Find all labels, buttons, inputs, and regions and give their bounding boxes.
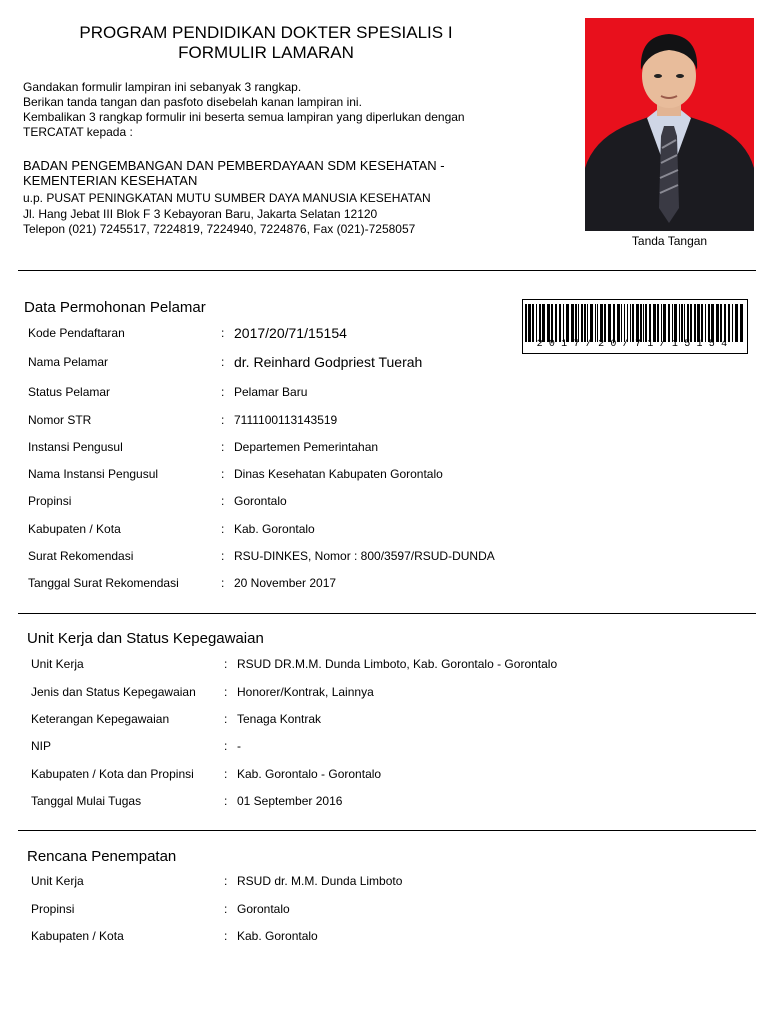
barcode-bar <box>716 304 719 342</box>
barcode-bar <box>663 304 666 342</box>
barcode-bar <box>672 304 673 342</box>
field-value: RSUD DR.M.M. Dunda Limboto, Kab. Gorontalo - Gorontalo <box>237 657 558 671</box>
barcode-bar <box>627 304 628 342</box>
barcode-bar <box>679 304 680 342</box>
instruction-line: Kembalikan 3 rangkap formulir ini beserta semua lampiran yang diperlukan dengan <box>23 110 465 124</box>
agency-line: KEMENTERIAN KESEHATAN <box>23 173 198 188</box>
barcode-bar <box>571 304 574 342</box>
instruction-line: Berikan tanda tangan dan pasfoto disebelah kanan lampiran ini. <box>23 95 362 109</box>
field-label: Status Pelamar <box>28 385 111 399</box>
field-label: Unit Kerja <box>31 657 84 671</box>
field-value: Gorontalo <box>234 494 287 508</box>
barcode-bar <box>581 304 583 342</box>
field-separator: : <box>224 739 228 753</box>
barcode-bars <box>525 304 745 342</box>
barcode-bar <box>617 304 620 342</box>
field-separator: : <box>224 902 228 916</box>
barcode-bar <box>578 304 579 342</box>
section-title-placement: Rencana Penempatan <box>27 848 177 865</box>
form-title-line2: FORMULIR LAMARAN <box>178 43 354 62</box>
field-value: Departemen Pemerintahan <box>234 440 379 454</box>
agency-name <box>23 158 513 188</box>
barcode-bar <box>587 304 588 342</box>
field-label: Tanggal Surat Rekomendasi <box>28 576 179 590</box>
barcode-bar <box>636 304 639 342</box>
barcode-bar <box>708 304 710 342</box>
field-separator: : <box>224 685 228 699</box>
field-value: 7111100113143519 <box>234 413 338 427</box>
barcode-bar <box>694 304 696 342</box>
barcode-bar <box>732 304 733 342</box>
field-label: Nama Instansi Pengusul <box>28 467 159 481</box>
field-value: 01 September 2016 <box>237 794 343 808</box>
field-value: Kab. Gorontalo <box>237 929 318 943</box>
field-separator: : <box>221 326 225 340</box>
field-separator: : <box>224 794 228 808</box>
field-label: Propinsi <box>31 902 75 916</box>
field-value: RSUD dr. M.M. Dunda Limboto <box>237 874 403 888</box>
barcode-bar <box>613 304 615 342</box>
field-value: 2017/20/71/15154 <box>234 325 347 341</box>
instructions <box>23 80 513 140</box>
instruction-line: Gandakan formulir lampiran ini sebanyak 3 rangkap. <box>23 80 302 94</box>
agency-line: BADAN PENGEMBANGAN DAN PEMBERDAYAAN SDM KESEHATAN - <box>23 158 445 173</box>
section-title-employment: Unit Kerja dan Status Kepegawaian <box>27 630 264 647</box>
barcode-bar <box>539 304 541 342</box>
field-separator: : <box>221 413 225 427</box>
barcode-bar <box>705 304 706 342</box>
barcode-bar <box>632 304 634 342</box>
field-value: RSU-DINKES, Nomor : 800/3597/RSUD-DUNDA <box>234 549 495 563</box>
barcode-bar <box>551 304 553 342</box>
address-line: Telepon (021) 7245517, 7224819, 7224940, 7224876, Fax (021)-7258057 <box>23 222 416 236</box>
field-separator: : <box>221 385 225 399</box>
field-separator: : <box>221 549 225 563</box>
field-label: NIP <box>31 739 52 753</box>
field-label: Keterangan Kepegawaian <box>31 712 170 726</box>
barcode-bar <box>690 304 692 342</box>
barcode-bar <box>740 304 743 342</box>
barcode-text: 2017/20/71/15154 <box>536 339 734 350</box>
barcode-bar <box>701 304 703 342</box>
barcode-bar <box>542 304 545 342</box>
barcode-bar <box>653 304 656 342</box>
barcode-bar <box>597 304 598 342</box>
barcode-bar <box>621 304 622 342</box>
barcode-bar <box>559 304 561 342</box>
divider <box>18 830 756 831</box>
form-title-line1: PROGRAM PENDIDIKAN DOKTER SPESIALIS I <box>79 23 453 42</box>
field-separator: : <box>221 467 225 481</box>
barcode-bar <box>735 304 738 342</box>
barcode-bar <box>608 304 611 342</box>
barcode-bar <box>645 304 647 342</box>
barcode-bar <box>600 304 603 342</box>
field-separator: : <box>224 657 228 671</box>
field-label: Nama Pelamar <box>28 355 109 369</box>
barcode-bar <box>624 304 625 342</box>
barcode <box>522 299 748 354</box>
section-title-applicant: Data Permohonan Pelamar <box>24 299 206 316</box>
divider <box>18 270 756 271</box>
field-label: Jenis dan Status Kepegawaian <box>31 685 196 699</box>
barcode-bar <box>657 304 659 342</box>
barcode-bar <box>536 304 537 342</box>
field-value: Honorer/Kontrak, Lainnya <box>237 685 374 699</box>
barcode-bar <box>720 304 722 342</box>
field-label: Surat Rekomendasi <box>28 549 134 563</box>
field-separator: : <box>221 494 225 508</box>
barcode-bar <box>687 304 689 342</box>
field-separator: : <box>224 874 228 888</box>
barcode-bar <box>684 304 685 342</box>
barcode-bar <box>643 304 644 342</box>
field-value: Dinas Kesehatan Kabupaten Gorontalo <box>234 467 443 481</box>
field-separator: : <box>221 355 225 369</box>
field-value: dr. Reinhard Godpriest Tuerah <box>234 354 423 370</box>
barcode-bar <box>661 304 662 342</box>
barcode-bar <box>595 304 596 342</box>
field-label: Kabupaten / Kota <box>31 929 124 943</box>
instruction-line: TERCATAT kepada : <box>23 125 133 139</box>
field-separator: : <box>221 440 225 454</box>
signature-label: Tanda Tangan <box>631 234 708 248</box>
divider <box>18 613 756 614</box>
barcode-bar <box>681 304 683 342</box>
field-value: Kab. Gorontalo <box>234 522 315 536</box>
field-label: Kabupaten / Kota dan Propinsi <box>31 767 194 781</box>
barcode-bar <box>674 304 677 342</box>
barcode-bar <box>532 304 534 342</box>
barcode-bar <box>528 304 531 342</box>
field-value: Pelamar Baru <box>234 385 308 399</box>
barcode-bar <box>584 304 586 342</box>
barcode-bar <box>566 304 569 342</box>
field-label: Instansi Pengusul <box>28 440 123 454</box>
field-label: Tanggal Mulai Tugas <box>31 794 142 808</box>
portrait-icon <box>585 18 754 231</box>
field-value: Kab. Gorontalo - Gorontalo <box>237 767 382 781</box>
field-label: Unit Kerja <box>31 874 84 888</box>
barcode-bar <box>668 304 670 342</box>
field-separator: : <box>221 522 225 536</box>
barcode-bar <box>630 304 631 342</box>
field-separator: : <box>224 929 228 943</box>
address-line: Jl. Hang Jebat III Blok F 3 Kebayoran Baru, Jakarta Selatan 12120 <box>23 206 378 221</box>
field-separator: : <box>224 767 228 781</box>
barcode-bar <box>604 304 606 342</box>
field-label: Kode Pendaftaran <box>28 326 125 340</box>
field-separator: : <box>224 712 228 726</box>
barcode-bar <box>697 304 700 342</box>
field-value: Gorontalo <box>237 902 290 916</box>
field-label: Nomor STR <box>28 413 92 427</box>
applicant-photo <box>585 18 754 231</box>
field-value: Tenaga Kontrak <box>237 712 322 726</box>
barcode-bar <box>640 304 642 342</box>
barcode-bar <box>547 304 550 342</box>
field-separator: : <box>221 576 225 590</box>
field-label: Kabupaten / Kota <box>28 522 121 536</box>
agency-address <box>23 191 513 238</box>
field-value: - <box>237 739 241 753</box>
barcode-bar <box>711 304 714 342</box>
field-value: 20 November 2017 <box>234 576 337 590</box>
barcode-bar <box>563 304 564 342</box>
barcode-bar <box>649 304 651 342</box>
barcode-bar <box>590 304 593 342</box>
barcode-bar <box>555 304 557 342</box>
field-label: Propinsi <box>28 494 72 508</box>
barcode-bar <box>575 304 577 342</box>
address-line: u.p. PUSAT PENINGKATAN MUTU SUMBER DAYA MANUSIA KESEHATAN <box>23 191 431 205</box>
barcode-bar <box>525 304 527 342</box>
barcode-bar <box>724 304 726 342</box>
barcode-bar <box>728 304 730 342</box>
